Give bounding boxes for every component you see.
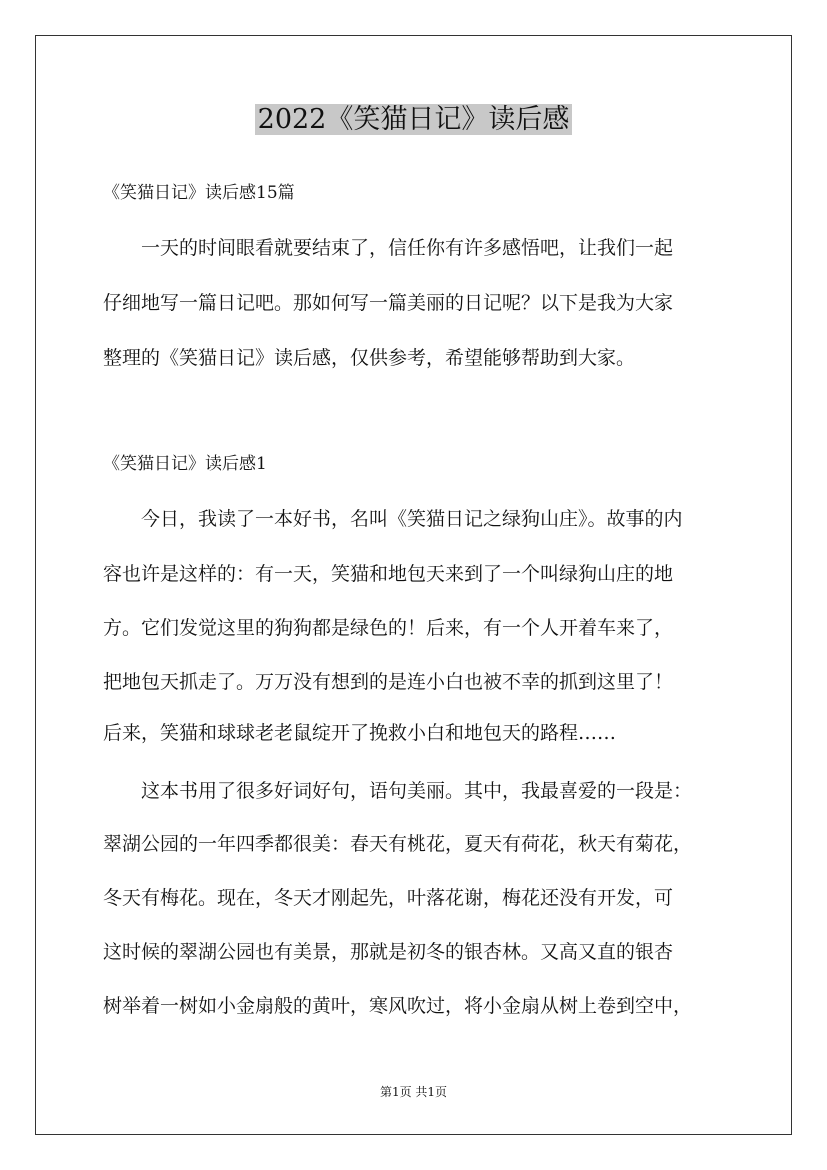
section1-para2-line: 翠湖公园的一年四季都很美：春天有桃花，夏天有荷花，秋天有菊花，	[103, 833, 693, 855]
document-title-text: 2022《笑猫日记》读后感	[255, 104, 573, 135]
section1-para2-line: 这本书用了很多好词好句，语句美丽。其中，我最喜爱的一段是：	[141, 780, 693, 802]
section1-para1-line: 容也许是这样的：有一天，笑猫和地包天来到了一个叫绿狗山庄的地	[103, 563, 674, 585]
page-footer: 第1页 共1页	[379, 1085, 448, 1099]
section1-para2-line: 冬天有梅花。现在，冬天才刚起先，叶落花谢，梅花还没有开发，可	[103, 887, 674, 909]
section1-para1-line: 把地包天抓走了。万万没有想到的是连小白也被不幸的抓到这里了！	[103, 671, 674, 693]
section1-para2-line: 树举着一树如小金扇般的黄叶，寒风吹过，将小金扇从树上卷到空中，	[103, 995, 693, 1017]
section1-para2-line: 这时候的翠湖公园也有美景，那就是初冬的银杏林。又高又直的银杏	[103, 941, 674, 963]
intro-line: 仔细地写一篇日记吧。那如何写一篇美丽的日记呢？以下是我为大家	[103, 292, 674, 314]
intro-line: 一天的时间眼看就要结束了，信任你有许多感悟吧，让我们一起	[141, 237, 674, 259]
section1-para1-line: 后来，笑猫和球球老老鼠绽开了挽救小白和地包天的路程……	[103, 722, 617, 744]
document-title	[0, 100, 827, 140]
intro-line: 整理的《笑猫日记》读后感，仅供参考，希望能够帮助到大家。	[103, 347, 636, 369]
section1-para1-line: 方。它们发觉这里的狗狗都是绿色的！后来，有一个人开着车来了，	[103, 617, 674, 639]
section1-heading: 《笑猫日记》读后感1	[103, 454, 267, 474]
section1-para1-line: 今日，我读了一本好书，名叫《笑猫日记之绿狗山庄》。故事的内	[141, 508, 683, 530]
intro-heading: 《笑猫日记》读后感15篇	[103, 183, 295, 203]
